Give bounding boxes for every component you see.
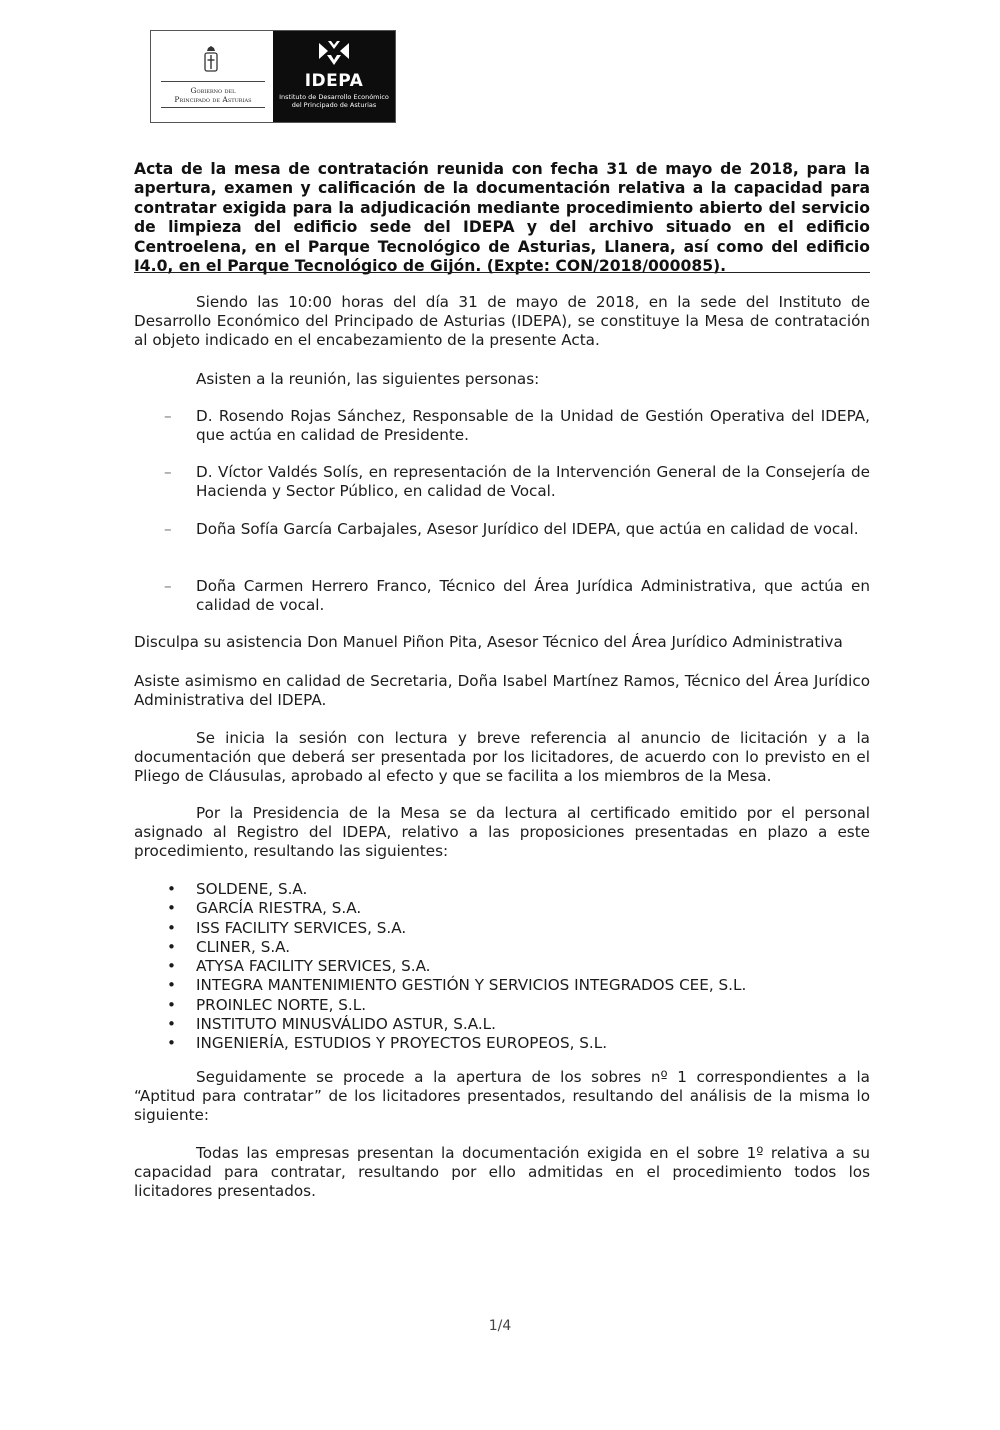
header-logo-block [150,30,396,123]
divider [161,81,265,82]
attendee-item [134,520,870,539]
dash-marker: – [164,463,172,481]
bullet-marker: • [167,899,176,918]
list-item [134,899,870,918]
list-item [134,938,870,957]
attendee-item [134,463,870,501]
list-item [134,976,870,995]
idepa-wordmark: IDEPA [304,71,364,91]
government-logo [151,31,273,122]
bullet-marker: • [167,976,176,995]
divider [161,107,265,108]
list-item [134,957,870,976]
bullet-marker: • [167,937,176,956]
attendee-text: Doña Carmen Herrero Franco, Técnico del Área Jurídica Administrativa, que actúa en calidad de vocal. [196,577,870,614]
list-item [134,1034,870,1053]
document-title: Acta de la mesa de contratación reunida con fecha 31 de mayo de 2018, para la apertura, examen y calificación de la documentación relativa a la capacidad para contratar exigida para la adjudicación mediante procedimiento abierto del servicio de limpieza del edificio sede del IDEPA y del archivo situado en el edificio Centroelena, en el Parque Tecnológico de Asturias, Llanera, así como del edificio I4.0, en el Parque Tecnológico de Gijón. (Expte: CON/2018/000085). [134,160,870,276]
dash-marker: – [164,577,172,595]
bullet-marker: • [167,1034,176,1053]
attendee-text: D. Rosendo Rojas Sánchez, Responsable de la Unidad de Gestión Operativa del IDEPA, que actúa en calidad de Presidente. [196,407,870,444]
company-name: CLINER, S.A. [196,937,291,956]
list-item [134,996,870,1015]
dash-marker: – [164,520,172,538]
list-item [134,919,870,938]
conclusion-paragraph: Todas las empresas presentan la documentación exigida en el sobre 1º relativa a su capacidad para contratar, resultando por ello admitidas en el procedimiento todos los licitadores presentados. [134,1144,870,1200]
company-name: PROINLEC NORTE, S.L. [196,995,367,1014]
page-number: 1/4 [488,1318,512,1334]
company-name: ISS FACILITY SERVICES, S.A. [196,918,407,937]
bullet-marker: • [167,880,176,898]
attendee-item [134,577,870,615]
company-name: ATYSA FACILITY SERVICES, S.A. [196,957,431,976]
government-name [155,86,271,104]
company-name: SOLDENE, S.A. [196,880,308,898]
secretary-paragraph: Asiste asimismo en calidad de Secretaria, Doña Isabel Martínez Ramos, Técnico del Área Jurídico Administrativa del IDEPA. [134,672,870,709]
opening-paragraph: Seguidamente se procede a la apertura de los sobres nº 1 correspondientes a la “Aptitud para contratar” de los licitadores presentados, resultando del análisis de la misma lo siguiente: [134,1068,870,1124]
idepa-logo [273,31,395,122]
attendee-item [134,407,870,445]
idepa-subtitle-line2: del Principado de Asturias [291,101,377,109]
idepa-subtitle-line1: Instituto de Desarrollo Económico [279,93,389,101]
government-name-line1: Gobierno del [190,86,236,95]
company-list [134,880,870,1054]
bullet-marker: • [167,1015,176,1034]
attendees-intro: Asisten a la reunión, las siguientes personas: [196,370,540,388]
dash-marker: – [164,407,172,425]
idepa-subtitle [277,93,391,109]
idepa-symbol-icon [317,39,351,67]
session-start-paragraph: Se inicia la sesión con lectura y breve referencia al anuncio de licitación y a la documentación que deberá ser presentada por los licitadores, de acuerdo con lo previsto en el Pliego de Cláusulas, aprobado al efecto y que se facilita a los miembros de la Mesa. [134,729,870,785]
bullet-marker: • [167,957,176,976]
company-name: INSTITUTO MINUSVÁLIDO ASTUR, S.A.L. [196,1015,496,1034]
attendee-text: Doña Sofía García Carbajales, Asesor Jurídico del IDEPA, que actúa en calidad de vocal. [196,520,859,538]
government-name-line2: Principado de Asturias [174,95,252,104]
asturias-shield-icon [203,45,219,77]
list-item [134,1015,870,1034]
title-underline [134,272,870,273]
certificate-paragraph: Por la Presidencia de la Mesa se da lectura al certificado emitido por el personal asignado al Registro del IDEPA, relativo a las proposiciones presentadas en plazo a este procedimiento, resultando las siguientes: [134,804,870,860]
company-name: GARCÍA RIESTRA, S.A. [196,899,362,918]
list-item [134,880,870,899]
intro-paragraph: Siendo las 10:00 horas del día 31 de mayo de 2018, en la sede del Instituto de Desarrollo Económico del Principado de Asturias (IDEPA), se constituye la Mesa de contratación al objeto indicado en el encabezamiento de la presente Acta. [134,293,870,349]
excused-paragraph: Disculpa su asistencia Don Manuel Piñon Pita, Asesor Técnico del Área Jurídico Administrativa [134,633,843,651]
bullet-marker: • [167,995,176,1014]
company-name: INTEGRA MANTENIMIENTO GESTIÓN Y SERVICIOS INTEGRADOS CEE, S.L. [196,976,747,995]
attendee-text: D. Víctor Valdés Solís, en representación de la Intervención General de la Consejería de Hacienda y Sector Público, en calidad de Vocal. [196,463,870,500]
company-name: INGENIERÍA, ESTUDIOS Y PROYECTOS EUROPEOS, S.L. [196,1034,608,1053]
bullet-marker: • [167,918,176,937]
